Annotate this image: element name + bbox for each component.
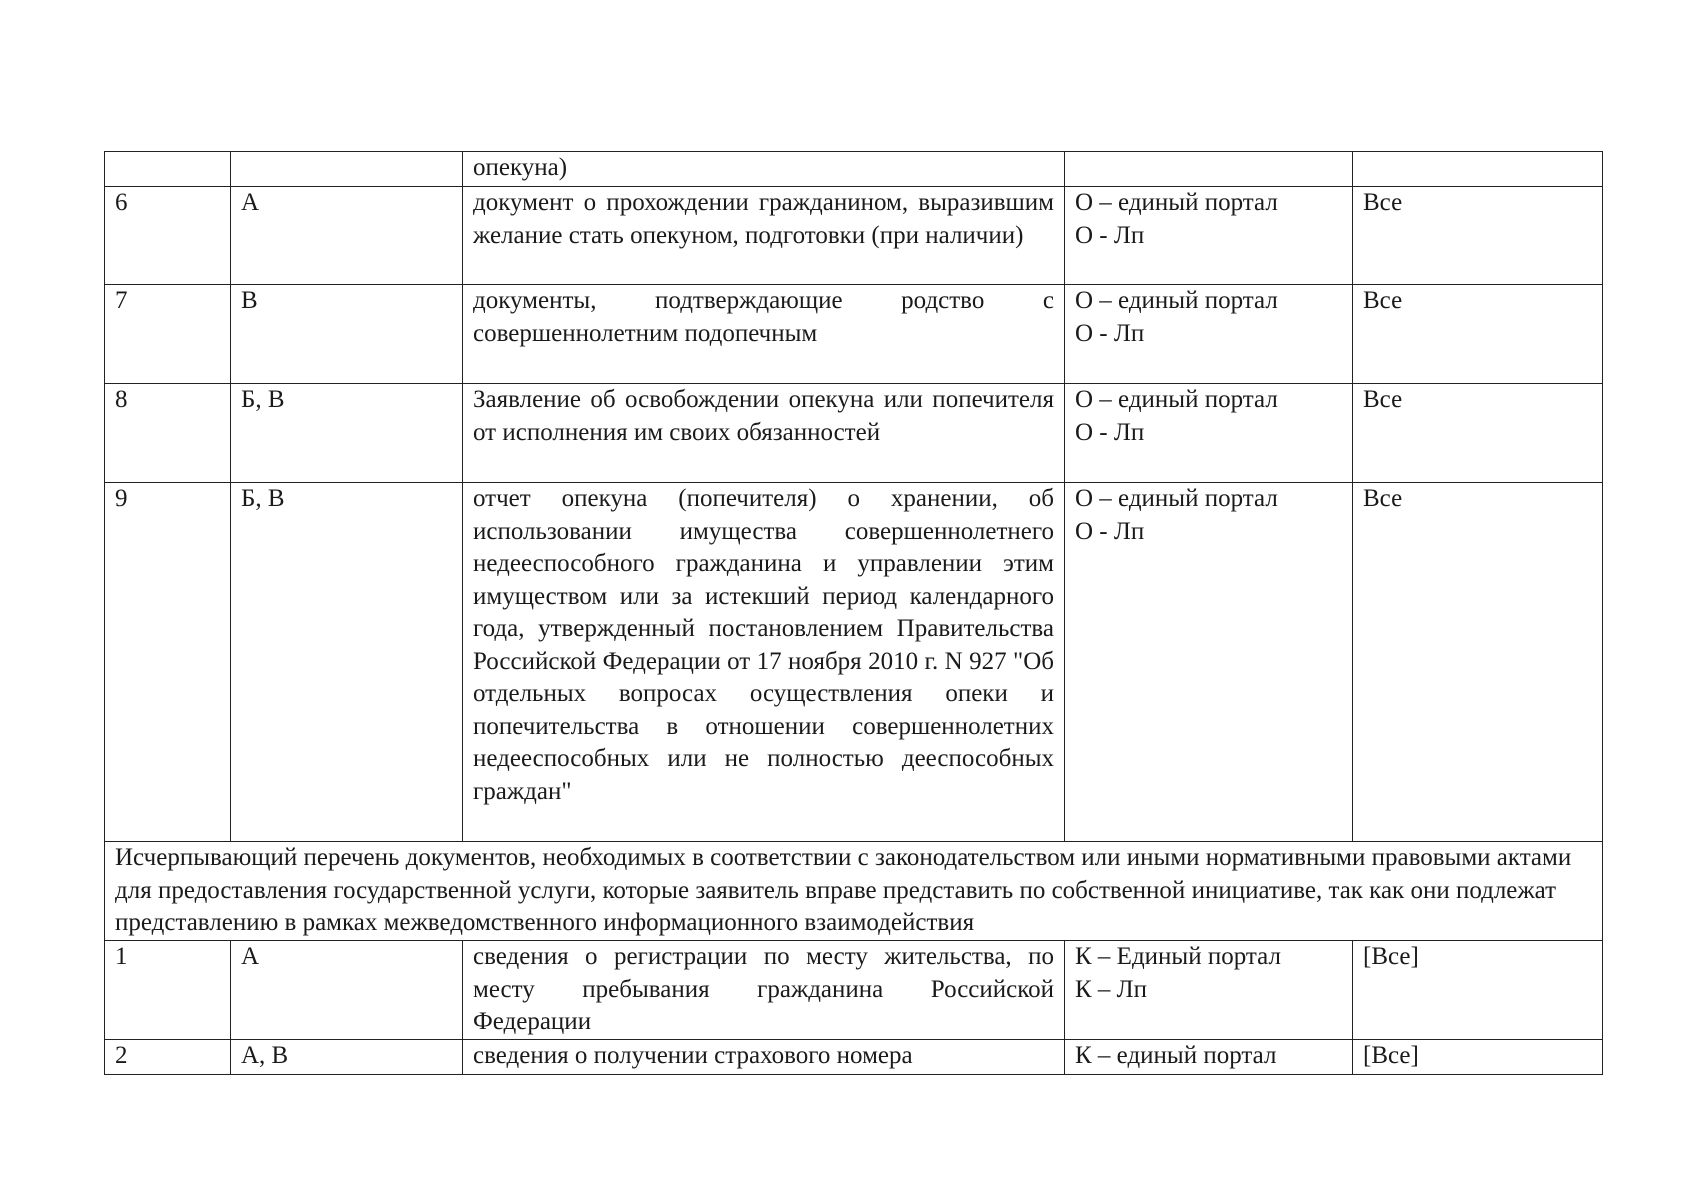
row-number: 6 <box>105 187 231 285</box>
row-scope: [Все] <box>1353 941 1603 1040</box>
row-document: опекуна) <box>463 152 1065 187</box>
section-heading-row <box>105 842 1603 941</box>
row-scope <box>1353 152 1603 187</box>
channel-line: О - Лп <box>1075 418 1145 446</box>
row-channels <box>1065 152 1353 187</box>
row-category <box>231 152 463 187</box>
channel-line: О - Лп <box>1075 319 1145 347</box>
channel-line: О – единый портал <box>1075 189 1278 216</box>
row-channels <box>1065 187 1353 285</box>
channel-line: К – единый портал <box>1075 1041 1277 1069</box>
channel-line: К – Лп <box>1075 975 1148 1003</box>
row-category: А, В <box>231 1039 463 1074</box>
channel-line: О - Лп <box>1075 517 1145 545</box>
channel-line: О – единый портал <box>1075 485 1278 512</box>
documents-table <box>104 151 1603 1075</box>
row-channels <box>1065 384 1353 483</box>
row-channels <box>1065 483 1353 842</box>
row-scope: Все <box>1353 483 1603 842</box>
table-row <box>105 483 1603 842</box>
table-row <box>105 1039 1603 1074</box>
row-document: Заявление об освобождении опекуна или попечителя от исполнения им своих обязанностей <box>463 384 1065 483</box>
row-document: отчет опекуна (попечителя) о хранении, об использовании имущества совершеннолетнего недееспособного гражданина и управлении этим имуществом или за истекший период календарного года, утвержденный постановлением Правительства Российской Федерации от 17 ноября 2010 г. N 927 "Об отдельных вопросах осуществления опеки и попечительства в отношении совершеннолетних недееспособных или не полностью дееспособных граждан" <box>463 483 1065 842</box>
row-channels <box>1065 1039 1353 1074</box>
row-scope: [Все] <box>1353 1039 1603 1074</box>
table-row <box>105 384 1603 483</box>
row-number: 8 <box>105 384 231 483</box>
table-row <box>105 285 1603 384</box>
channel-line: О – единый портал <box>1075 287 1278 314</box>
channel-line: О - Лп <box>1075 221 1145 249</box>
row-document: документ о прохождении гражданином, выразившим желание стать опекуном, подготовки (при наличии) <box>463 187 1065 285</box>
row-channels <box>1065 941 1353 1040</box>
row-category: В <box>231 285 463 384</box>
row-category: Б, В <box>231 483 463 842</box>
row-category: А <box>231 941 463 1040</box>
row-scope: Все <box>1353 285 1603 384</box>
row-scope: Все <box>1353 384 1603 483</box>
row-number: 7 <box>105 285 231 384</box>
row-scope: Все <box>1353 187 1603 285</box>
table-row <box>105 152 1603 187</box>
row-document: документы, подтверждающие родство с совершеннолетним подопечным <box>463 285 1065 384</box>
row-channels <box>1065 285 1353 384</box>
row-category: А <box>231 187 463 285</box>
row-number: 2 <box>105 1039 231 1074</box>
channel-line: О – единый портал <box>1075 386 1278 413</box>
table-row <box>105 941 1603 1040</box>
row-category: Б, В <box>231 384 463 483</box>
row-number: 1 <box>105 941 231 1040</box>
section-heading: Исчерпывающий перечень документов, необходимых в соответствии с законодательством или иными нормативными правовыми актами для предоставления государственной услуги, которые заявитель вправе представить по собственной инициативе, так как они подлежат представлению в рамках межведомственного информационного взаимодействия <box>105 842 1603 941</box>
channel-line: К – Единый портал <box>1075 943 1281 970</box>
row-document: сведения о регистрации по месту жительства, по месту пребывания гражданина Российской Федерации <box>463 941 1065 1040</box>
row-number <box>105 152 231 187</box>
row-number: 9 <box>105 483 231 842</box>
row-document: сведения о получении страхового номера <box>463 1039 1065 1074</box>
table-row <box>105 187 1603 285</box>
